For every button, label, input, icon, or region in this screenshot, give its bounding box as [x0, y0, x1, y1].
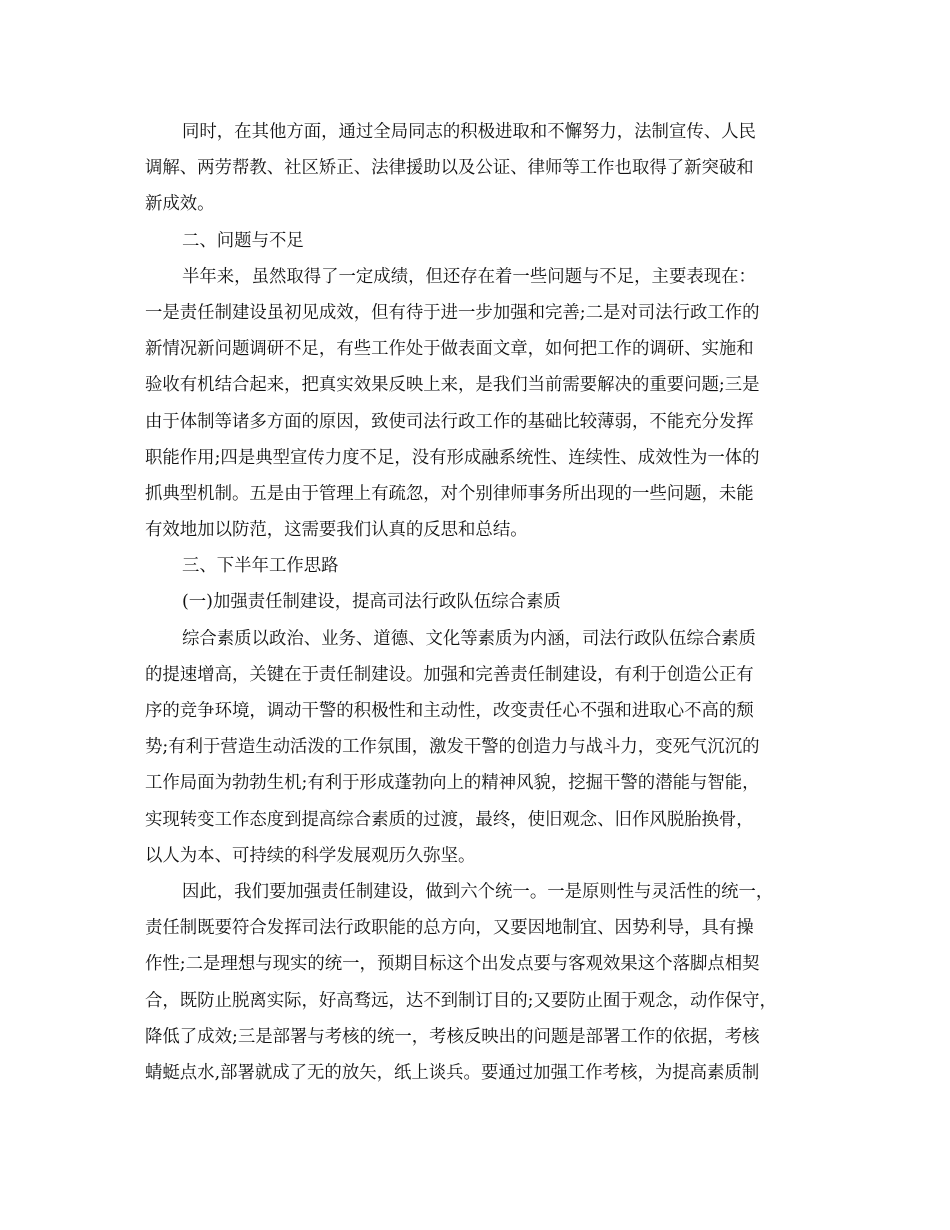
paragraph-line: 职能作用;四是典型宣传力度不足，没有形成融系统性、连续性、成效性为一体的: [145, 447, 760, 468]
paragraph-line: 工作局面为勃勃生机;有利于形成蓬勃向上的精神风貌，挖掘干警的潜能与智能，: [145, 773, 760, 794]
paragraph-line: 新成效。: [145, 194, 215, 215]
paragraph-line: 责任制既要符合发挥司法行政职能的总方向，又要因地制宜、因势利导，具有操: [145, 918, 754, 939]
paragraph-line: 由于体制等诸多方面的原因，致使司法行政工作的基础比较薄弱，不能充分发挥: [145, 411, 754, 432]
document-body: [145, 114, 810, 1091]
paragraph-line: 以人为本、可持续的科学发展观历久弥坚。: [145, 845, 476, 866]
paragraph-line: 有效地加以防范，这需要我们认真的反思和总结。: [145, 520, 528, 541]
paragraph-line: 综合素质以政治、业务、道德、文化等素质为内涵，司法行政队伍综合素质: [182, 628, 756, 649]
paragraph-line: 一是责任制建设虽初见成效，但有待于进一步加强和完善;二是对司法行政工作的: [145, 302, 760, 323]
paragraph-line: 半年来，虽然取得了一定成绩，但还存在着一些问题与不足，主要表现在：: [182, 266, 756, 287]
paragraph-line: 因此，我们要加强责任制建设，做到六个统一。一是原则性与灵活性的统一，: [182, 881, 774, 902]
paragraph-line: 验收有机结合起来，把真实效果反映上来，是我们当前需要解决的重要问题;三是: [145, 375, 760, 396]
paragraph-line: 实现转变工作态度到提高综合素质的过渡，最终，使旧观念、旧作风脱胎换骨，: [145, 809, 754, 830]
paragraph-line: 蜻蜓点水,部署就成了无的放矢，纸上谈兵。要通过加强工作考核，为提高素质制: [145, 1062, 760, 1083]
paragraph-line: 的提速增高，关键在于责任制建设。加强和完善责任制建设，有利于创造公正有: [145, 664, 754, 685]
paragraph-line: 调解、两劳帮教、社区矫正、法律援助以及公证、律师等工作也取得了新突破和: [145, 158, 754, 179]
paragraph-line: 同时，在其他方面，通过全局同志的积极进取和不懈努力，法制宣传、人民: [182, 122, 756, 142]
section-heading: 二、问题与不足: [182, 230, 304, 251]
paragraph-line: 新情况新问题调研不足，有些工作处于做表面文章，如何把工作的调研、实施和: [145, 339, 754, 360]
paragraph-line: 作性;二是理想与现实的统一，预期目标这个出发点要与客观效果这个落脚点相契: [145, 954, 760, 975]
paragraph-line: 降低了成效;三是部署与考核的统一，考核反映出的问题是部署工作的依据，考核: [145, 1026, 760, 1047]
paragraph-line: 势;有利于营造生动活泼的工作氛围，激发干警的创造力与战斗力，变死气沉沉的: [145, 737, 760, 758]
subsection-heading: (一)加强责任制建设，提高司法行政队伍综合素质: [182, 592, 561, 613]
paragraph-line: 合，既防止脱离实际，好高骛远，达不到制订目的;又要防止囿于观念，动作保守，: [145, 990, 777, 1011]
paragraph-line: 抓典型机制。五是由于管理上有疏忽，对个别律师事务所出现的一些问题，未能: [145, 483, 754, 504]
paragraph-line: 序的竞争环境，调动干警的积极性和主动性，改变责任心不强和进取心不高的颓: [145, 701, 754, 721]
section-heading: 三、下半年工作思路: [182, 556, 339, 577]
